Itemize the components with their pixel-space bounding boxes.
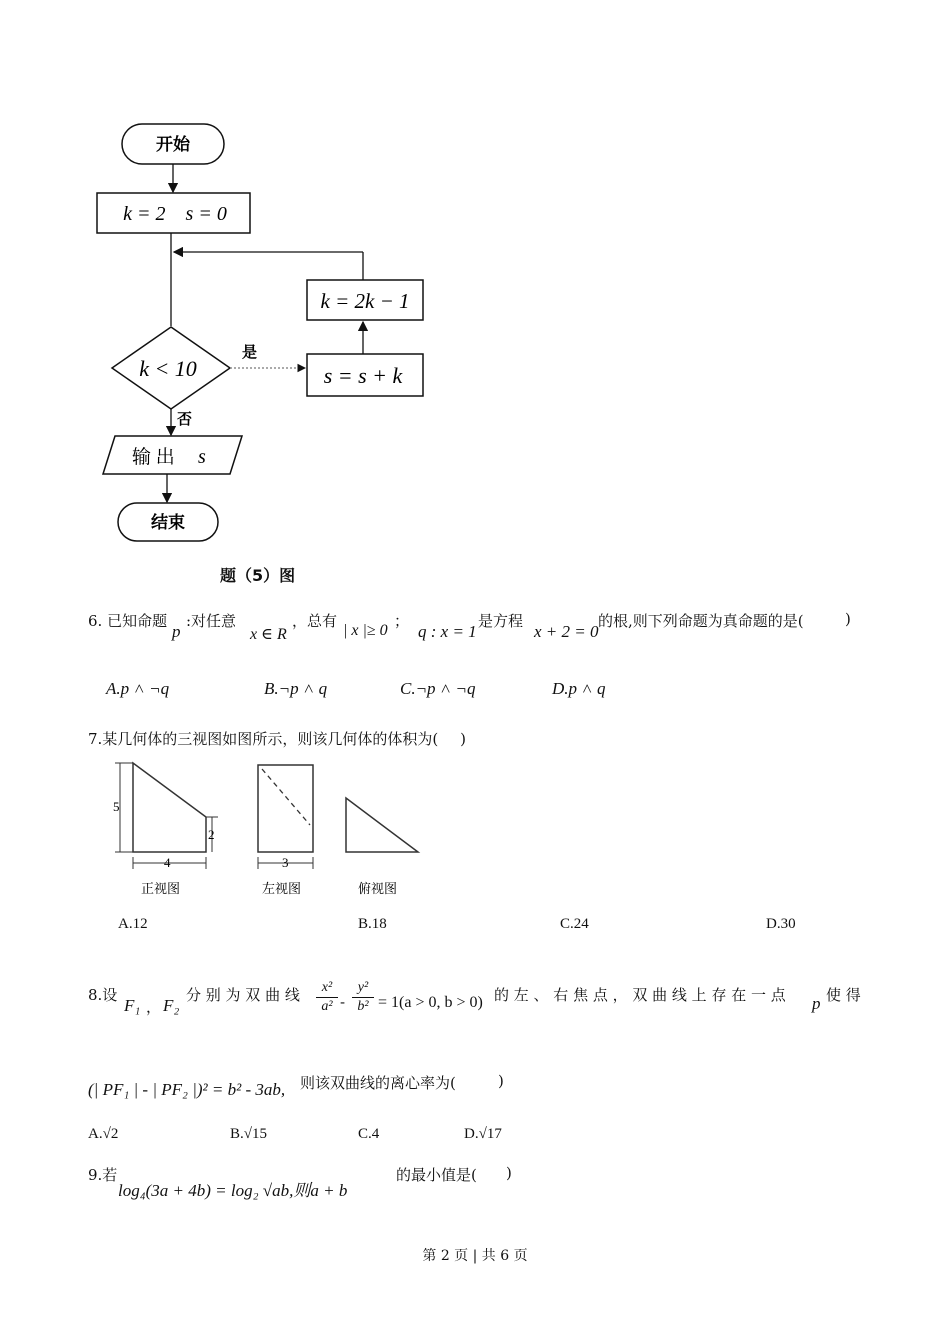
q9-paren-close: ) bbox=[506, 1164, 512, 1182]
q8-option-b[interactable]: B.√15 bbox=[230, 1126, 267, 1142]
q8-p-point: p bbox=[812, 994, 821, 1013]
q7-option-a[interactable]: A.12 bbox=[118, 916, 148, 932]
top-view-shape bbox=[346, 798, 418, 852]
q8-prefix: 8.设 bbox=[88, 986, 118, 1004]
q8-b2: b² bbox=[357, 999, 369, 1014]
q6-q-expr: q : x = 1 bbox=[418, 622, 477, 641]
q6-domain: x ∈ R bbox=[250, 626, 287, 643]
flowchart bbox=[0, 0, 520, 560]
q8-minus: - bbox=[340, 993, 346, 1011]
q8-option-c[interactable]: C.4 bbox=[358, 1126, 380, 1142]
flow-condition-text: k < 10 bbox=[139, 356, 197, 381]
q8-suffix: 则该双曲线的离心率为( bbox=[300, 1074, 456, 1092]
q6-paren-close: ) bbox=[845, 610, 851, 628]
q6-option-a[interactable]: A.p ˄ ¬q bbox=[106, 679, 170, 698]
dim-5-label: 5 bbox=[113, 799, 120, 814]
q8-option-a[interactable]: A.√2 bbox=[88, 1126, 119, 1142]
dim-4-label: 4 bbox=[164, 855, 171, 870]
q7-option-c[interactable]: C.24 bbox=[560, 916, 589, 932]
page-footer: 第 2 页 | 共 6 页 bbox=[422, 1248, 528, 1264]
q6-colon-text: :对任意 bbox=[186, 612, 237, 630]
q8-paren-close: ) bbox=[498, 1072, 504, 1090]
flow-no-label: 否 bbox=[177, 412, 193, 428]
q8-fraction-x bbox=[316, 980, 338, 1015]
q8-condition: (| PF₁ | - | PF₂ |)² = b² - 3ab, bbox=[88, 1080, 286, 1099]
q8-comma: ， bbox=[146, 998, 162, 1016]
q6-option-c[interactable]: C.¬p ˄ ¬q bbox=[400, 679, 476, 698]
q6-equation: x + 2 = 0 bbox=[534, 622, 599, 641]
q7-three-views bbox=[100, 755, 430, 905]
q6-semicolon: ； bbox=[394, 612, 410, 630]
q8-fraction-y bbox=[352, 980, 374, 1015]
top-view-label: 俯视图 bbox=[358, 881, 398, 896]
q9-prefix: 9.若 bbox=[88, 1166, 118, 1184]
flow-output-var: s bbox=[198, 446, 206, 468]
flow-start-text: 开始 bbox=[156, 135, 190, 154]
flow-update-k-text: k = 2k − 1 bbox=[320, 289, 410, 313]
q8-text2: 的 左 、 右 焦 点 ， 双 曲 线 上 存 在 一 点 bbox=[494, 986, 786, 1004]
q6-mid1: ，总有 bbox=[292, 612, 338, 630]
q8-text1: 分 别 为 双 曲 线 bbox=[186, 986, 300, 1004]
q8-eq-cond: = 1(a > 0, b > 0) bbox=[378, 994, 483, 1011]
q8-x2: x² bbox=[321, 980, 333, 995]
q7-paren-close: ) bbox=[460, 730, 467, 748]
side-view-label: 左视图 bbox=[262, 881, 302, 896]
q8-a2: a² bbox=[321, 999, 333, 1014]
q6-suffix: 的根,则下列命题为真命题的是( bbox=[598, 612, 804, 630]
dim-2-label: 2 bbox=[208, 827, 215, 842]
q7-stem: 7.某几何体的三视图如图所示，则该几何体的体积为( bbox=[88, 730, 439, 748]
q7-option-b[interactable]: B.18 bbox=[358, 916, 387, 932]
q8-f2: F₂ bbox=[163, 996, 180, 1015]
flow-output-prefix: 输 出 bbox=[132, 447, 175, 468]
flow-update-s-text: s = s + k bbox=[323, 363, 403, 388]
front-view-shape bbox=[133, 763, 206, 852]
flow-init-text: k = 2 s = 0 bbox=[123, 203, 227, 225]
q7-stem-line bbox=[88, 728, 466, 749]
q7-option-d[interactable]: D.30 bbox=[766, 916, 796, 932]
flowchart-caption: 题（5）图 bbox=[220, 566, 296, 585]
q6-option-b[interactable]: B.¬p ˄ q bbox=[264, 679, 328, 698]
front-view-label: 正视图 bbox=[141, 881, 181, 896]
q9-suffix: 的最小值是( bbox=[396, 1166, 477, 1184]
q9-expr: log₄(3a + 4b) = log₂ √ab,则a + b bbox=[118, 1181, 348, 1200]
q6-option-d[interactable]: D.p ˄ q bbox=[552, 679, 606, 698]
flow-yes-label: 是 bbox=[242, 345, 258, 361]
q6-prefix: 6. 已知命题 bbox=[88, 612, 168, 630]
q8-y2: y² bbox=[357, 980, 369, 995]
side-view-shape bbox=[258, 765, 313, 852]
q6-abs: | x |≥ 0 bbox=[343, 622, 388, 639]
q8-option-d[interactable]: D.√17 bbox=[464, 1126, 502, 1142]
q6-mid2: 是方程 bbox=[478, 612, 524, 630]
q8-f1: F₁ bbox=[124, 996, 141, 1015]
flow-end-text: 结束 bbox=[151, 513, 185, 532]
q8-text3: 使 得 bbox=[826, 986, 861, 1004]
dim-3-label: 3 bbox=[282, 855, 289, 870]
q6-p-label: p bbox=[172, 622, 181, 641]
